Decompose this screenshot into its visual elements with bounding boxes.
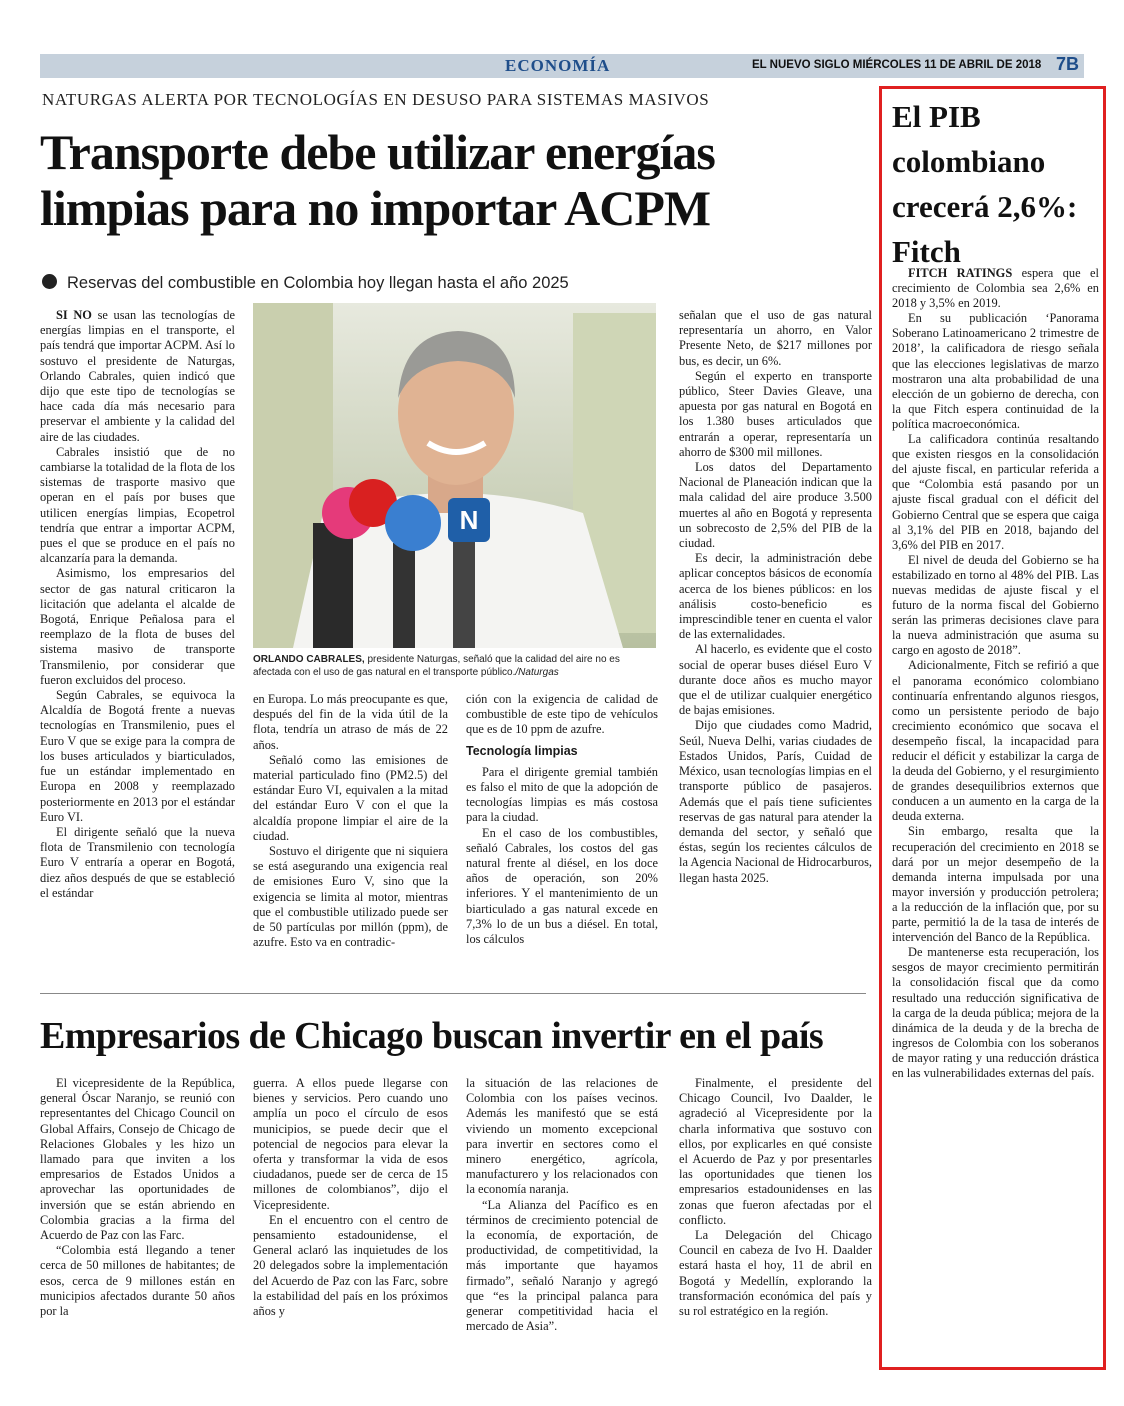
caption-name: ORLANDO CABRALES, [253,654,365,665]
paragraph: En el caso de los combustibles, señaló Cabrales, los costos del gas natural frente al diésel, en los doce años de operación, son 20% inferiores. Y el mantenimiento de un biarticulado a gas natural excede en 7,3% lo de un bus a diésel. En total, los cálculos [466,825,658,947]
paragraph: Para el dirigente gremial también es falso el mito de que la adopción de tecnologías limpias es más costosa para la ciudad. [466,764,658,825]
lead-in: SI NO [56,308,92,322]
sidebar-headline: El PIB colombiano crecerá 2,6%: Fitch [892,99,1078,269]
paragraph: Asimismo, los empresarios del sector de gas natural criticaron la licitación que adelanta el alcalde de Bogotá, Enrique Peñalosa para el reemplazo de la flota de buses del sistema masivo de transporte Transmilenio, por considerar que fueron excluidos del proceso. [40,566,235,687]
paragraph: la situación de las relaciones de Colombia con los países vecinos. Además les manifestó que se está viviendo un momento excepcional para invertir en sectores como el minero energético, agrícola, manufacturero y los relacionados con la economía naranja. [466,1076,658,1197]
paragraph: En el encuentro con el centro de pensamiento estadounidense, el General aclaró las inquietudes de los 20 delegados sobre la implementación del Acuerdo de Paz con las Farc, sobre la estabilidad del país en los próximos años y [253,1212,448,1319]
second-headline: Empresarios de Chicago buscan invertir en el país [40,1015,824,1057]
photo-caption [253,653,658,679]
paragraph: Adicionalmente, Fitch se refirió a que el panorama económico colombiano continuaría enfrentando algunos riesgos, como un persistente periodo de bajo crecimiento económico que socava el desempeño fiscal, la incapacidad para reducir el déficit y estabilizar la carga de la deuda del Gobierno, y el resurgimiento de grandes desequilibrios externos que conducen a un aumento en la carga de la deuda externa. [892,658,1099,824]
paragraph: Finalmente, el presidente del Chicago Council, Ivo Daalder, le agradeció al Vicepresidente por la charla informativa que sostuvo con ellos, por explicarles en qué consiste el Acuerdo de Paz y por presentarles las oportunidades que tienen los empresarios estadounidenses en las zonas que fueron afectadas por el conflicto. [679,1076,872,1227]
paragraph: El vicepresidente de la República, general Óscar Naranjo, se reunió con representantes del Chicago Council on Global Affairs, Consejo de Chicago de Relaciones Globales y les hizo un llamado para que inviten a los empresarios de Estados Unidos a aprovechar las oportunidades de inversión que se están abriendo en Colombia gracias a la firma del Acuerdo de Paz con las Farc. [40,1076,235,1243]
kicker: NATURGAS ALERTA POR TECNOLOGÍAS EN DESUSO PARA SISTEMAS MASIVOS [42,90,710,109]
paragraph: señalan que el uso de gas natural representaría un ahorro, en Valor Presente Neto, de $217 millones por bus, es decir, un 6%. [679,308,872,368]
paragraph: “La Alianza del Pacífico es en términos de crecimiento potencial de la economía, de exportación, de productividad, de competitividad, la más importante que hayamos firmado”, señaló Naranjo y agregó que “es la principal palanca para generar competitividad hacia el mercado de Asia”. [466,1197,658,1334]
paragraph: En su publicación ‘Panorama Soberano Latinoamericano 2 trimestre de 2018’, la calificadora de riesgo señala que las elecciones legislativas de marzo mostraron una alta probabilidad de una elección de un gobierno de derecha, con la que Fitch espera continuidad de la política macroeconómica. [892,311,1099,431]
paragraph: Según el experto en transporte público, Steer Davies Gleave, una apuesta por gas natural en Bogotá en los 1.380 buses articulados que entrarán a operar, representaría un ahorro de $300 mil millones. [679,368,872,459]
page-number: 7B [1056,54,1080,74]
paragraph: El dirigente señaló que la nueva flota de Transmilenio con tecnología Euro V entraría a operar en Bogotá, diez años después de que se estableció el estándar [40,824,235,900]
paragraph: Señaló como las emisiones de material particulado fino (PM2.5) del estándar Euro VI, equivalen a la mitad del estándar Euro V con el que la alcaldía propone limpiar el aire de la ciudad. [253,752,448,843]
sidebar-lead-in: FITCH RATINGS [908,266,1013,280]
second-article-column-4 [679,1076,872,1319]
caption-text: presidente Naturgas, señaló que la calidad del aire no es afectada con el uso de gas natural en el transporte público. [253,654,620,678]
paragraph: guerra. A ellos puede llegarse con bienes y servicios. Pero cuando uno amplía un poco el círculo de esos municipios, se puede decir que el potencial de negocios para elevar la oferta y transformar la vida de esos ciudadanos, puede ser de cerca de 15 millones de colombianos”, dijo el Vicepresidente. [253,1076,448,1212]
subheadline-text: Reservas del combustible en Colombia hoy llegan hasta el año 2025 [67,274,569,292]
paragraph: FITCH RATINGS espera que el crecimiento de Colombia sea 2,6% en 2018 y 3,5% en 2019. [892,266,1099,311]
paragraph: “Colombia está llegando a tener cerca de 50 millones de habitantes; de esos, cerca de 9 millones están en municipios afectados durante 50 años por la [40,1243,235,1319]
sidebar-body [892,266,1099,1081]
main-article-column-2 [253,692,448,950]
paragraph: La calificadora continúa resaltando que existen riesgos en la consolidación del ajuste fiscal, en particular referida a que “Colombia está pasando por un ajuste fiscal gradual con el déficit del Gobierno Central que se espera que caiga al 3,1% del PIB en 2018, bajando del 3,6% del PIB en 2017. [892,432,1099,552]
subheadline [42,274,569,293]
main-headline: Transporte debe utilizar energías limpias para no importar ACPM [40,124,715,236]
portrait-illustration [253,303,656,648]
paragraph: Dijo que ciudades como Madrid, Seúl, Nueva Delhi, varias ciudades de Estados Unidos, París, Cuidad de México, usan tecnologías limpias en el transporte público de pasajeros. Además que el país tiene suficientes reservas de gas natural para atender la demanda del sector, y señaló que éstas, según los recientes cálculos de la Agencia Nacional de Hidrocarburos, llegan hasta 2025. [679,718,873,885]
paragraph: Los datos del Departamento Nacional de Planeación indican que la mala calidad del aire produce 3.500 muertes al año en Bogotá y representa un sobrecosto de 2,5% del PIB de la ciudad. [679,460,872,551]
paragraph: La Delegación del Chicago Council en cabeza de Ivo H. Daalder estará hasta el hoy, 11 de abril en Bogotá y Medellín, explorando la transformación económica del país y su rol estratégico en la región. [679,1228,872,1319]
paragraph: Sostuvo el dirigente que ni siquiera se está asegurando una exigencia real de emisiones Euro V, sino que la exigencia se limita al motor, mientras que el combustible utilizado puede ser de 50 partículas por millón (ppm), de azufre. Esto va en contradic- [253,844,448,950]
paragraph: Cabrales insistió que de no cambiarse la totalidad de la flota de los sistemas de trasporte masivo que operan en el país por buses que utilicen energías limpias, Ecopetrol tendría que entrar a importar ACPM, pues el que se produce en el país no alcanzaría para la demanda. [40,444,235,566]
article-divider [40,993,866,994]
second-article-column-1 [40,1076,235,1319]
photo-orlando-cabrales [253,303,656,648]
section-name: ECONOMÍA [505,56,611,75]
paragraph: El nivel de deuda del Gobierno se ha estabilizado en torno al 48% del PIB. Las nuevas medidas de ajuste fiscal y el futuro de la norma fiscal del Gobierno serán las primeras decisiones clave para la nueva administración que asuma su cargo en agosto de 2018”. [892,552,1099,658]
paragraph: Es decir, la administración debe aplicar conceptos básicos de economía acerca de los bienes públicos: en los análisis costo-beneficio es imprescindible tener en cuenta el valor de las externalidades. [679,551,872,642]
main-article-column-4 [679,308,872,886]
second-article-column-2 [253,1076,448,1319]
bullet-icon [42,274,57,289]
paragraph: ción con la exigencia de calidad de combustible de este tipo de vehículos que es de 10 ppm de azufre. [466,692,658,737]
paragraph: SI NO se usan las tecnologías de energías limpias en el transporte, el país tendrá que importar ACPM. Así lo sostuvo el presidente de Naturgas, Orlando Cabrales, quien indicó que dijo que este tipo de tecnologías se hace cada día más necesario para preservar el ambiente y la calidad del aire de las ciudades. [40,308,235,444]
subhead: Tecnología limpias [466,743,578,758]
paragraph: Sin embargo, resalta que la recuperación del crecimiento en 2018 se dará por un mejor desempeño de la demanda interna impulsada por una mayor inversión y producción petrolera; a la reducción de la inflación que, por su parte, permitió la de la tasa de interés de intervención del Banco de la República. [892,824,1099,945]
paragraph: De mantenerse esta recuperación, los sesgos de mayor crecimiento permitirán la consolidación fiscal que da como resultado una reducción significativa de la carga de la deuda pública; mejora de la dinámica de la deuda y de la brecha de ingresos de Colombia con los soberanos de mayor rating y una reducción drástica en las vulnerabilidades externas del país. [892,945,1099,1080]
second-article-column-3 [466,1076,658,1334]
dateline: EL NUEVO SIGLO MIÉRCOLES 11 DE ABRIL DE 2018 [752,59,1042,71]
paragraph: Según Cabrales, se equivoca la Alcaldía de Bogotá frente a nuevas tecnologías en Transmilenio, pues el Euro V que se exige para la compra de los buses articulados y biarticulados, fue un estándar implementado en Europa en 2008 y reemplazado posteriormente en 2013 por el estándar Euro VI. [40,688,235,824]
svg-text:N: N [459,505,479,535]
paragraph: Al hacerlo, es evidente que el costo social de operar buses diésel Euro V durante doce años es mucho mayor que el de utilizar cualquier energético de bajas emisiones. [679,642,872,718]
paragraph: en Europa. Lo más preocupante es que, después del fin de la vida útil de la flota, tendría un atraso de más de 22 años. [253,692,448,752]
main-article-column-3 [466,692,658,947]
photo-credit: /Naturgas [515,667,559,678]
main-article-column-1 [40,308,235,901]
